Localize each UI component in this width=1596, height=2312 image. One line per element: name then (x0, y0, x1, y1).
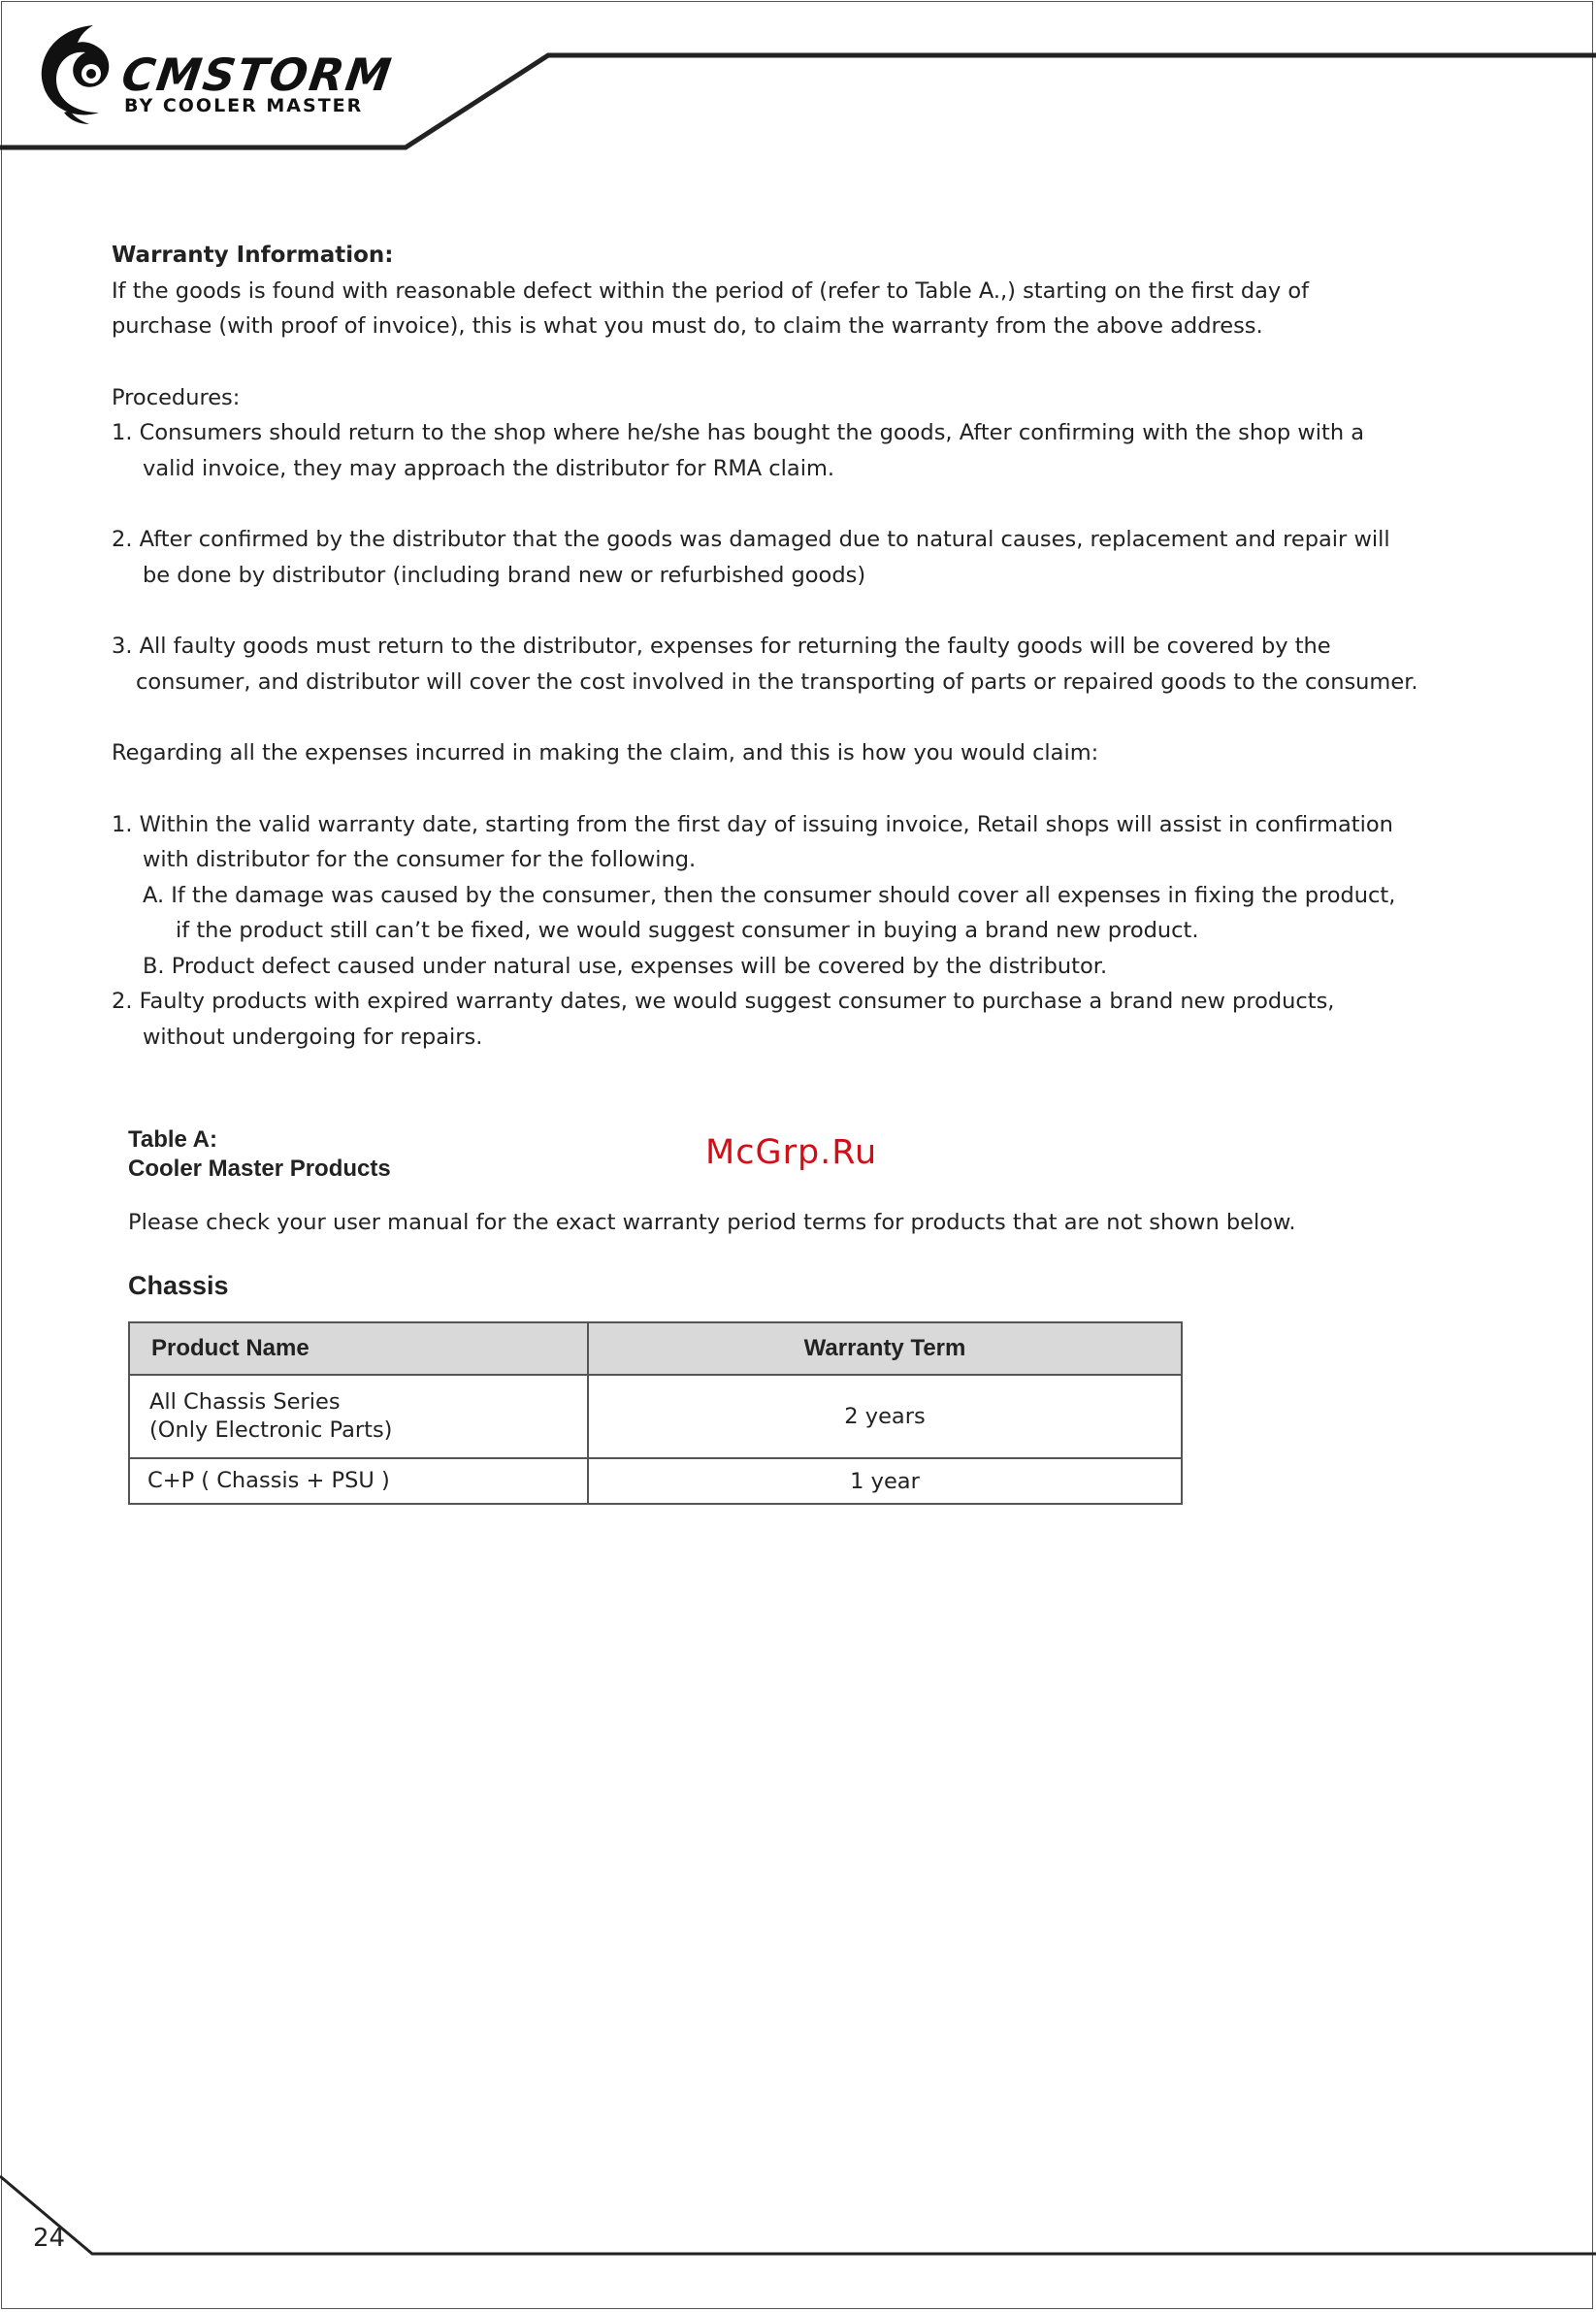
claim-a-line-2: if the product still can’t be fixed, we would suggest consumer in buying a brand new product. (176, 918, 1199, 943)
claim-2-line-2: without undergoing for repairs. (143, 1024, 483, 1050)
warranty-section (112, 238, 1509, 1055)
step-3-line-1: 3. All faulty goods must return to the distributor, expenses for returning the faulty goods will be covered by the (112, 634, 1331, 659)
table-a-note: Please check your user manual for the exact warranty period terms for products that are not shown below. (128, 1210, 1296, 1235)
table-a-subtitle: Cooler Master Products (128, 1156, 391, 1182)
claim-1-line-2: with distributor for the consumer for the following. (143, 847, 697, 872)
product-name-cell (129, 1375, 588, 1458)
warranty-term-cell: 2 years (588, 1375, 1182, 1458)
intro-line-2: purchase (with proof of invoice), this is what you must do, to claim the warranty from the above address. (112, 313, 1263, 339)
table-header-row (129, 1322, 1182, 1375)
table-a-title: Table A: (128, 1126, 218, 1153)
step-1-line-2: valid invoice, they may approach the distributor for RMA claim. (143, 455, 835, 481)
footer-rule (0, 2176, 1596, 2254)
logo-tagline: BY COOLER MASTER (124, 95, 364, 116)
chassis-heading: Chassis (128, 1271, 229, 1300)
expenses-intro: Regarding all the expenses incurred in making the claim, and this is how you would claim: (112, 740, 1099, 765)
warranty-heading: Warranty Information: (112, 243, 394, 268)
product-name-cell: C+P ( Chassis + PSU ) (129, 1458, 588, 1504)
product-name-line-2: (Only Electronic Parts) (149, 1417, 393, 1443)
column-header-product-name: Product Name (129, 1322, 588, 1375)
step-2-line-1: 2. After confirmed by the distributor that the goods was damaged due to natural causes, replacement and repair will (112, 527, 1390, 552)
step-1-line-1: 1. Consumers should return to the shop where he/she has bought the goods, After confirming with the shop with a (112, 420, 1365, 445)
procedures-label: Procedures: (112, 384, 241, 410)
step-3-line-2: consumer, and distributor will cover the cost involved in the transporting of parts or repaired goods to the consumer. (136, 668, 1418, 695)
intro-line-1: If the goods is found with reasonable defect within the period of (refer to Table A.,) starting on the first day of (112, 277, 1310, 304)
step-2-line-2: be done by distributor (including brand new or refurbished goods) (143, 562, 866, 588)
claim-2-line-1: 2. Faulty products with expired warranty dates, we would suggest consumer to purchase a brand new products, (112, 989, 1335, 1014)
claim-a-line-1: A. If the damage was caused by the consumer, then the consumer should cover all expenses in fixing the product, (143, 882, 1396, 908)
table-row (129, 1458, 1182, 1504)
warranty-term-cell: 1 year (588, 1458, 1182, 1504)
logo-wordmark: CMSTORM (118, 49, 397, 101)
storm-swirl-icon (35, 19, 122, 126)
watermark: McGrp.Ru (705, 1133, 878, 1172)
claim-1-line-1: 1. Within the valid warranty date, starting from the first day of issuing invoice, Retail shops will assist in confirmation (112, 811, 1393, 837)
claim-b-line-1: B. Product defect caused under natural use, expenses will be covered by the distributor. (143, 953, 1108, 979)
column-header-warranty-term: Warranty Term (588, 1322, 1182, 1375)
cmstorm-logo (35, 19, 397, 136)
warranty-table (128, 1321, 1183, 1505)
table-row (129, 1375, 1182, 1458)
product-name-line-1: All Chassis Series (149, 1389, 341, 1415)
page-number: 24 (33, 2224, 66, 2253)
